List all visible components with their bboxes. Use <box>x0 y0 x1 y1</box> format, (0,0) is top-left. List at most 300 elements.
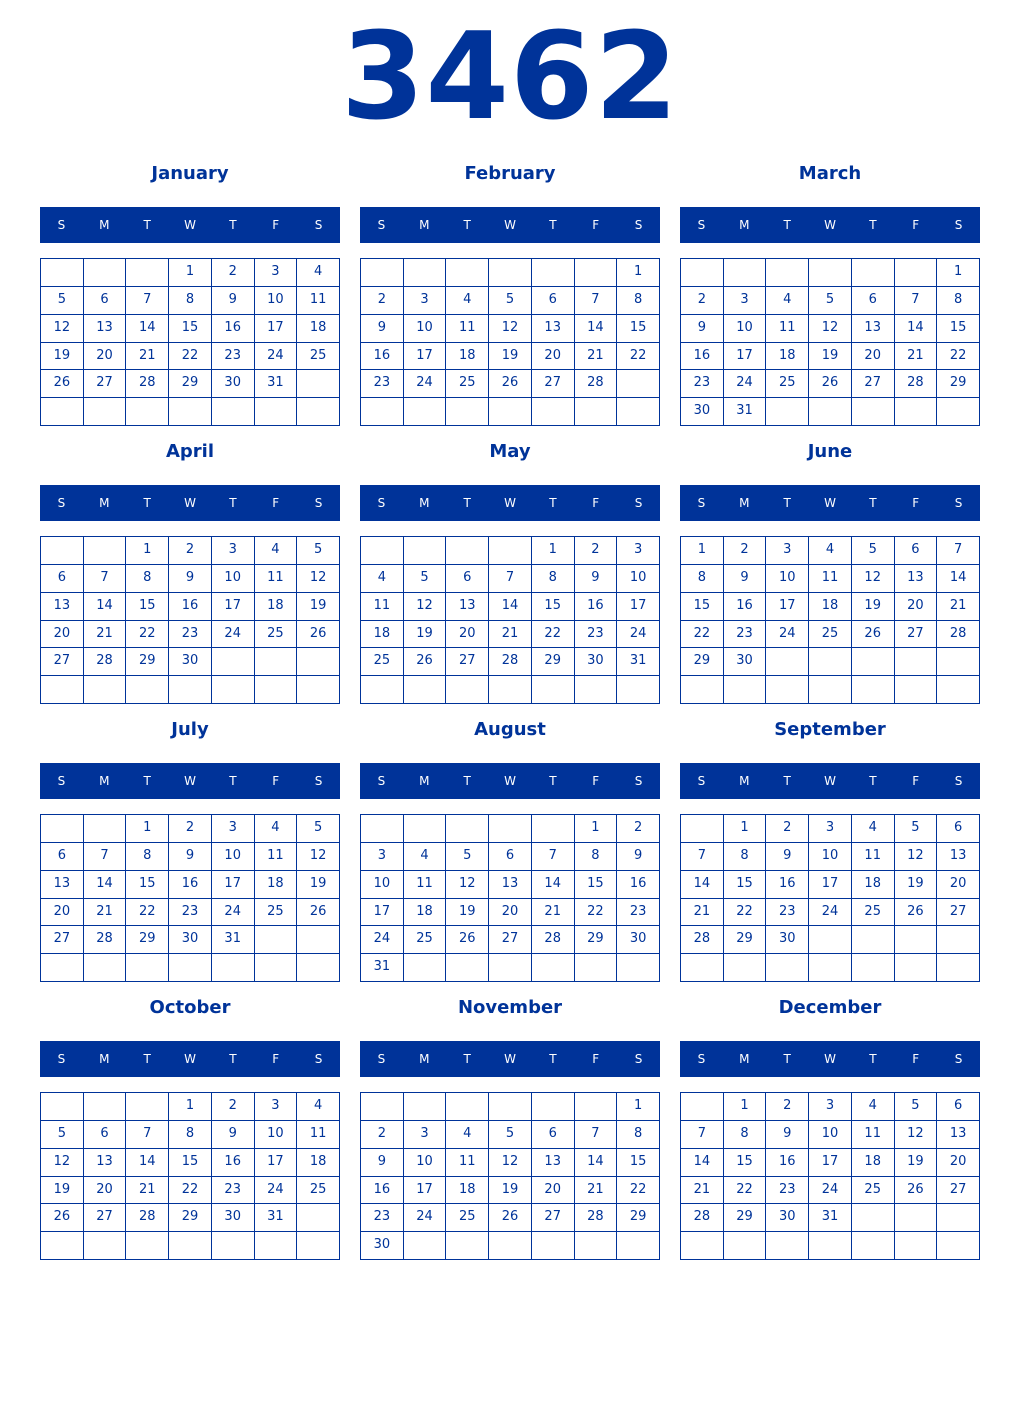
month-name: February <box>464 163 556 184</box>
weekday-label: T <box>549 1052 557 1066</box>
day-cell: 19 <box>852 593 895 621</box>
day-cell: 23 <box>212 1177 255 1205</box>
empty-day-cell <box>169 398 212 426</box>
empty-day-cell <box>255 1232 298 1260</box>
empty-day-cell <box>41 676 84 704</box>
empty-day-cell <box>852 1204 895 1232</box>
month-name: December <box>778 997 882 1018</box>
day-cell: 31 <box>361 954 404 982</box>
day-cell: 14 <box>489 593 532 621</box>
empty-day-cell <box>212 954 255 982</box>
day-cell: 4 <box>852 1093 895 1121</box>
day-cell: 27 <box>41 648 84 676</box>
day-cell: 2 <box>212 1093 255 1121</box>
day-cell: 9 <box>766 843 809 871</box>
day-cell: 2 <box>681 287 724 315</box>
day-cell: 3 <box>361 843 404 871</box>
day-cell: 24 <box>404 370 447 398</box>
day-cell: 16 <box>169 871 212 899</box>
day-cell: 25 <box>446 370 489 398</box>
empty-day-cell <box>852 676 895 704</box>
day-cell: 6 <box>84 287 127 315</box>
month-november <box>360 994 660 1264</box>
empty-day-cell <box>84 1093 127 1121</box>
empty-day-cell <box>41 1093 84 1121</box>
day-cell: 20 <box>532 1177 575 1205</box>
month-name: January <box>151 163 229 184</box>
day-cell: 23 <box>361 370 404 398</box>
day-cell: 24 <box>404 1204 447 1232</box>
day-cell: 20 <box>532 343 575 371</box>
day-cell: 9 <box>212 287 255 315</box>
day-cell: 13 <box>41 593 84 621</box>
day-cell: 12 <box>297 843 340 871</box>
empty-day-cell <box>681 1232 724 1260</box>
day-cell: 15 <box>724 871 767 899</box>
empty-day-cell <box>84 398 127 426</box>
day-cell: 29 <box>532 648 575 676</box>
day-cell: 9 <box>169 565 212 593</box>
weekday-label: W <box>824 496 836 510</box>
empty-day-cell <box>255 954 298 982</box>
day-cell: 30 <box>575 648 618 676</box>
weekday-label: T <box>783 496 791 510</box>
day-cell: 27 <box>852 370 895 398</box>
empty-day-cell <box>489 1093 532 1121</box>
empty-day-cell <box>766 954 809 982</box>
empty-day-cell <box>297 1232 340 1260</box>
day-cell: 9 <box>361 315 404 343</box>
day-cell: 24 <box>809 1177 852 1205</box>
day-cell: 18 <box>766 343 809 371</box>
weekday-label: W <box>184 218 196 232</box>
day-cell: 25 <box>297 1177 340 1205</box>
day-cell: 2 <box>169 537 212 565</box>
day-cell: 22 <box>126 621 169 649</box>
day-cell: 18 <box>446 1177 489 1205</box>
day-cell: 8 <box>126 565 169 593</box>
day-cell: 5 <box>41 287 84 315</box>
day-cell: 3 <box>766 537 809 565</box>
day-cell: 13 <box>84 315 127 343</box>
day-cell: 26 <box>895 1177 938 1205</box>
weekday-label: F <box>912 496 920 510</box>
day-cell: 16 <box>212 315 255 343</box>
empty-day-cell <box>575 259 618 287</box>
weekday-label: T <box>549 496 557 510</box>
day-cell: 24 <box>361 926 404 954</box>
weekday-header <box>360 207 660 243</box>
day-cell: 25 <box>255 621 298 649</box>
day-cell: 11 <box>852 1121 895 1149</box>
day-cell: 17 <box>255 315 298 343</box>
day-cell: 5 <box>489 1121 532 1149</box>
day-cell: 24 <box>766 621 809 649</box>
empty-day-cell <box>937 954 980 982</box>
empty-day-cell <box>446 1232 489 1260</box>
weekday-header <box>680 763 980 799</box>
empty-day-cell <box>404 1093 447 1121</box>
day-cell: 27 <box>937 1177 980 1205</box>
day-cell: 14 <box>575 1149 618 1177</box>
day-cell: 8 <box>532 565 575 593</box>
month-september <box>680 716 980 986</box>
day-cell: 21 <box>681 899 724 927</box>
weekday-header <box>360 763 660 799</box>
empty-day-cell <box>937 926 980 954</box>
day-cell: 12 <box>809 315 852 343</box>
weekday-header <box>40 207 340 243</box>
day-cell: 13 <box>895 565 938 593</box>
empty-day-cell <box>489 954 532 982</box>
day-cell: 24 <box>255 343 298 371</box>
empty-day-cell <box>532 676 575 704</box>
day-cell: 22 <box>169 343 212 371</box>
empty-day-cell <box>404 259 447 287</box>
day-cell: 15 <box>937 315 980 343</box>
weekday-label: T <box>463 496 471 510</box>
month-july <box>40 716 340 986</box>
day-cell: 3 <box>255 259 298 287</box>
day-cell: 11 <box>852 843 895 871</box>
day-cell: 29 <box>617 1204 660 1232</box>
day-cell: 28 <box>489 648 532 676</box>
month-june <box>680 438 980 708</box>
day-cell: 10 <box>766 565 809 593</box>
day-cell: 5 <box>852 537 895 565</box>
empty-day-cell <box>809 954 852 982</box>
day-cell: 18 <box>852 1149 895 1177</box>
day-cell: 1 <box>169 1093 212 1121</box>
day-cell: 3 <box>809 815 852 843</box>
day-cell: 23 <box>617 899 660 927</box>
day-cell: 21 <box>681 1177 724 1205</box>
weekday-label: T <box>229 1052 237 1066</box>
weekday-label: W <box>184 1052 196 1066</box>
weekday-label: W <box>824 218 836 232</box>
day-grid <box>40 814 340 982</box>
empty-day-cell <box>532 1093 575 1121</box>
day-cell: 2 <box>361 287 404 315</box>
day-cell: 16 <box>361 343 404 371</box>
day-cell: 19 <box>404 621 447 649</box>
day-cell: 29 <box>937 370 980 398</box>
day-cell: 28 <box>575 370 618 398</box>
day-cell: 2 <box>169 815 212 843</box>
day-cell: 3 <box>404 287 447 315</box>
weekday-label: T <box>229 496 237 510</box>
empty-day-cell <box>297 370 340 398</box>
day-cell: 16 <box>724 593 767 621</box>
weekday-label: S <box>634 218 643 232</box>
day-cell: 29 <box>681 648 724 676</box>
empty-day-cell <box>937 676 980 704</box>
weekday-label: W <box>184 774 196 788</box>
day-cell: 29 <box>126 926 169 954</box>
empty-day-cell <box>617 398 660 426</box>
empty-day-cell <box>489 537 532 565</box>
empty-day-cell <box>724 259 767 287</box>
day-cell: 11 <box>255 843 298 871</box>
month-january <box>40 160 340 430</box>
day-cell: 22 <box>937 343 980 371</box>
empty-day-cell <box>84 954 127 982</box>
day-cell: 18 <box>361 621 404 649</box>
day-cell: 1 <box>169 259 212 287</box>
day-cell: 23 <box>766 1177 809 1205</box>
day-cell: 4 <box>446 287 489 315</box>
day-cell: 11 <box>297 1121 340 1149</box>
empty-day-cell <box>895 259 938 287</box>
weekday-label: S <box>377 496 386 510</box>
weekday-label: M <box>419 774 430 788</box>
weekday-label: S <box>377 218 386 232</box>
day-cell: 5 <box>809 287 852 315</box>
weekday-label: W <box>504 218 516 232</box>
day-cell: 13 <box>84 1149 127 1177</box>
empty-day-cell <box>84 676 127 704</box>
empty-day-cell <box>255 648 298 676</box>
empty-day-cell <box>809 1232 852 1260</box>
weekday-label: S <box>314 218 323 232</box>
empty-day-cell <box>937 648 980 676</box>
day-cell: 6 <box>532 287 575 315</box>
day-cell: 7 <box>937 537 980 565</box>
empty-day-cell <box>126 1232 169 1260</box>
day-cell: 4 <box>809 537 852 565</box>
day-cell: 7 <box>575 1121 618 1149</box>
weekday-label: T <box>783 218 791 232</box>
day-cell: 1 <box>937 259 980 287</box>
weekday-label: F <box>272 218 280 232</box>
weekday-header <box>40 1041 340 1077</box>
weekday-label: S <box>634 1052 643 1066</box>
weekday-label: F <box>272 1052 280 1066</box>
day-cell: 31 <box>617 648 660 676</box>
day-cell: 7 <box>126 1121 169 1149</box>
weekday-label: T <box>869 1052 877 1066</box>
weekday-label: W <box>504 496 516 510</box>
weekday-label: W <box>504 774 516 788</box>
day-cell: 19 <box>489 343 532 371</box>
empty-day-cell <box>895 676 938 704</box>
day-cell: 28 <box>937 621 980 649</box>
empty-day-cell <box>297 1204 340 1232</box>
day-cell: 13 <box>937 843 980 871</box>
day-cell: 17 <box>212 871 255 899</box>
empty-day-cell <box>84 259 127 287</box>
day-cell: 3 <box>617 537 660 565</box>
weekday-label: M <box>419 218 430 232</box>
day-cell: 19 <box>489 1177 532 1205</box>
day-cell: 14 <box>532 871 575 899</box>
day-cell: 20 <box>84 1177 127 1205</box>
day-cell: 26 <box>297 621 340 649</box>
day-cell: 8 <box>617 287 660 315</box>
day-cell: 9 <box>212 1121 255 1149</box>
day-cell: 3 <box>212 815 255 843</box>
day-cell: 6 <box>41 565 84 593</box>
weekday-label: M <box>99 218 110 232</box>
day-cell: 14 <box>681 1149 724 1177</box>
day-cell: 7 <box>575 287 618 315</box>
day-grid <box>360 1092 660 1260</box>
empty-day-cell <box>84 1232 127 1260</box>
day-cell: 28 <box>532 926 575 954</box>
empty-day-cell <box>809 259 852 287</box>
day-cell: 1 <box>724 815 767 843</box>
day-cell: 14 <box>126 1149 169 1177</box>
weekday-label: T <box>143 218 151 232</box>
day-cell: 16 <box>169 593 212 621</box>
day-cell: 21 <box>895 343 938 371</box>
day-cell: 5 <box>297 537 340 565</box>
day-cell: 29 <box>575 926 618 954</box>
weekday-label: F <box>592 1052 600 1066</box>
day-cell: 16 <box>361 1177 404 1205</box>
day-cell: 21 <box>575 1177 618 1205</box>
weekday-label: S <box>57 1052 66 1066</box>
weekday-label: T <box>869 774 877 788</box>
day-cell: 28 <box>126 1204 169 1232</box>
weekday-label: S <box>377 1052 386 1066</box>
day-cell: 19 <box>895 871 938 899</box>
empty-day-cell <box>617 1232 660 1260</box>
day-cell: 1 <box>617 259 660 287</box>
day-cell: 27 <box>41 926 84 954</box>
day-cell: 17 <box>212 593 255 621</box>
empty-day-cell <box>724 1232 767 1260</box>
weekday-label: T <box>869 218 877 232</box>
day-cell: 26 <box>41 1204 84 1232</box>
day-cell: 13 <box>41 871 84 899</box>
day-cell: 27 <box>489 926 532 954</box>
weekday-label: T <box>869 496 877 510</box>
day-cell: 20 <box>895 593 938 621</box>
day-cell: 25 <box>852 1177 895 1205</box>
day-cell: 16 <box>681 343 724 371</box>
weekday-label: S <box>697 1052 706 1066</box>
day-cell: 5 <box>489 287 532 315</box>
day-cell: 8 <box>681 565 724 593</box>
day-cell: 20 <box>41 621 84 649</box>
empty-day-cell <box>126 676 169 704</box>
empty-day-cell <box>895 398 938 426</box>
day-cell: 25 <box>404 926 447 954</box>
day-cell: 30 <box>169 648 212 676</box>
day-cell: 3 <box>212 537 255 565</box>
weekday-header <box>680 1041 980 1077</box>
weekday-label: S <box>697 496 706 510</box>
empty-day-cell <box>361 1093 404 1121</box>
empty-day-cell <box>297 398 340 426</box>
day-cell: 29 <box>724 926 767 954</box>
day-cell: 31 <box>255 370 298 398</box>
day-cell: 13 <box>937 1121 980 1149</box>
weekday-label: F <box>592 774 600 788</box>
weekday-label: S <box>314 496 323 510</box>
day-cell: 13 <box>852 315 895 343</box>
day-cell: 21 <box>84 899 127 927</box>
day-cell: 6 <box>446 565 489 593</box>
weekday-label: F <box>272 496 280 510</box>
day-cell: 20 <box>937 871 980 899</box>
weekday-label: T <box>463 774 471 788</box>
day-cell: 28 <box>895 370 938 398</box>
empty-day-cell <box>937 398 980 426</box>
empty-day-cell <box>404 815 447 843</box>
empty-day-cell <box>404 676 447 704</box>
day-cell: 23 <box>766 899 809 927</box>
day-cell: 30 <box>212 1204 255 1232</box>
day-cell: 28 <box>575 1204 618 1232</box>
month-february <box>360 160 660 430</box>
day-cell: 18 <box>404 899 447 927</box>
day-cell: 10 <box>617 565 660 593</box>
empty-day-cell <box>681 815 724 843</box>
month-name: June <box>807 441 853 462</box>
day-cell: 26 <box>489 370 532 398</box>
day-cell: 17 <box>361 899 404 927</box>
day-cell: 17 <box>809 871 852 899</box>
empty-day-cell <box>126 259 169 287</box>
empty-day-cell <box>489 259 532 287</box>
empty-day-cell <box>724 676 767 704</box>
empty-day-cell <box>575 1232 618 1260</box>
day-cell: 10 <box>809 1121 852 1149</box>
day-cell: 27 <box>895 621 938 649</box>
day-cell: 29 <box>126 648 169 676</box>
day-cell: 25 <box>446 1204 489 1232</box>
empty-day-cell <box>937 1232 980 1260</box>
day-cell: 27 <box>446 648 489 676</box>
day-cell: 11 <box>404 871 447 899</box>
empty-day-cell <box>361 676 404 704</box>
empty-day-cell <box>895 648 938 676</box>
day-cell: 1 <box>532 537 575 565</box>
empty-day-cell <box>404 537 447 565</box>
day-cell: 20 <box>446 621 489 649</box>
day-cell: 26 <box>895 899 938 927</box>
weekday-label: F <box>272 774 280 788</box>
empty-day-cell <box>766 259 809 287</box>
day-cell: 29 <box>169 370 212 398</box>
empty-day-cell <box>41 259 84 287</box>
day-cell: 9 <box>575 565 618 593</box>
empty-day-cell <box>126 398 169 426</box>
day-cell: 29 <box>169 1204 212 1232</box>
day-cell: 27 <box>84 370 127 398</box>
day-cell: 14 <box>126 315 169 343</box>
day-cell: 4 <box>255 537 298 565</box>
day-cell: 6 <box>41 843 84 871</box>
day-cell: 9 <box>766 1121 809 1149</box>
day-cell: 2 <box>724 537 767 565</box>
day-cell: 6 <box>937 815 980 843</box>
weekday-label: S <box>697 774 706 788</box>
empty-day-cell <box>169 676 212 704</box>
empty-day-cell <box>212 1232 255 1260</box>
empty-day-cell <box>361 259 404 287</box>
weekday-label: S <box>57 774 66 788</box>
day-cell: 21 <box>126 1177 169 1205</box>
day-cell: 15 <box>617 1149 660 1177</box>
weekday-label: T <box>143 1052 151 1066</box>
empty-day-cell <box>126 954 169 982</box>
day-cell: 10 <box>404 315 447 343</box>
empty-day-cell <box>404 398 447 426</box>
weekday-label: S <box>634 774 643 788</box>
